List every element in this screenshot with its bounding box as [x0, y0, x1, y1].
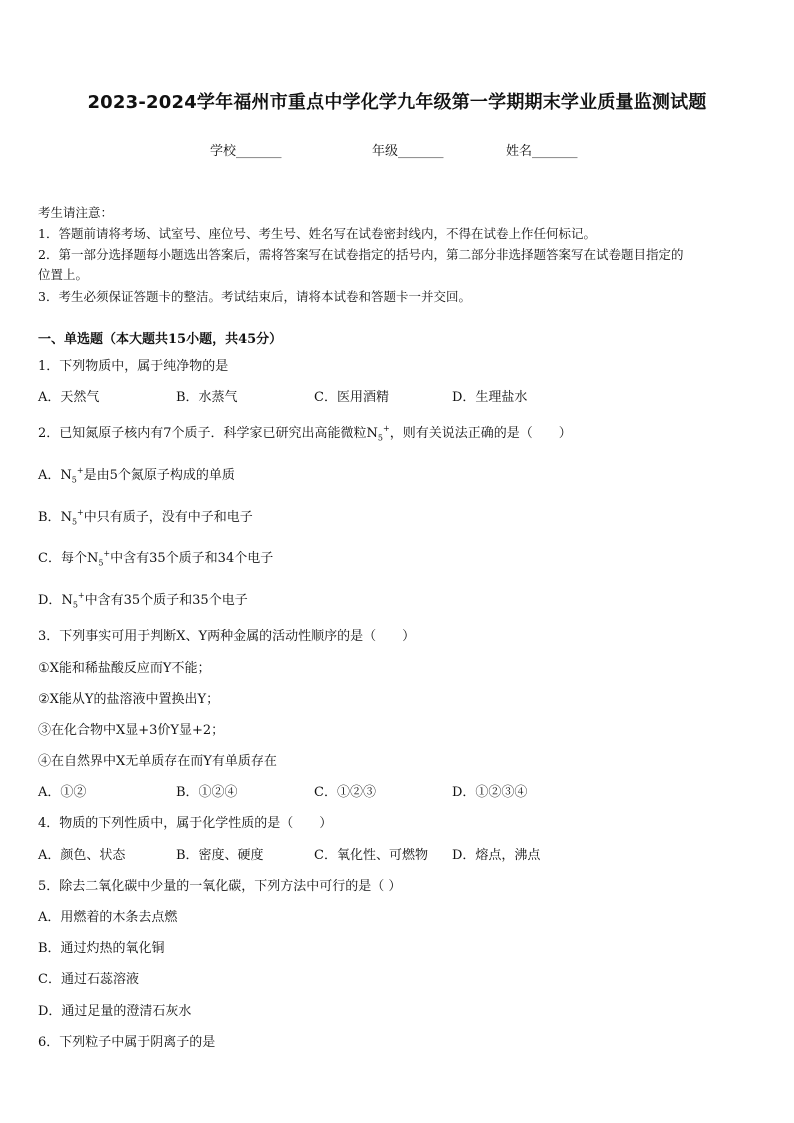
q5-option-b: B．通过灼热的氧化铜 [38, 941, 165, 956]
q4-option-d: D．熔点，沸点 [452, 848, 541, 863]
q3-fact: ④在自然界中X无单质存在而Y有单质存在 [38, 754, 277, 769]
q2-option-d [38, 589, 248, 610]
question-5-stem: 5．除去二氧化碳中少量的一氧化碳，下列方法中可行的是（ ） [38, 879, 402, 894]
formula-superscript: + [76, 465, 84, 475]
option-prefix: D． [38, 593, 62, 608]
n5-formula [60, 507, 84, 527]
school-field: 学校_______ [210, 144, 282, 159]
formula-symbol: N [60, 510, 72, 525]
formula-subscript: 5 [71, 475, 77, 485]
n5-formula [60, 465, 84, 485]
option-text: 中含有35个质子和34个电子 [110, 551, 274, 566]
q5-option-a: A．用燃着的木条去点燃 [38, 910, 178, 925]
option-prefix: A． [38, 468, 61, 483]
notice-item: 1．答题前请将考场、试室号、座位号、考生号、姓名写在试卷密封线内，不得在试卷上作任何标记。 [38, 226, 596, 241]
q3-fact: ①X能和稀盐酸反应而Y不能； [38, 661, 211, 676]
formula-superscript: + [103, 548, 111, 558]
q1-option-b: B．水蒸气 [176, 390, 238, 405]
exam-title: 2023-2024学年福州市重点中学化学九年级第一学期期末学业质量监测试题 [87, 92, 707, 113]
formula-symbol: N [61, 593, 73, 608]
formula-subscript: 5 [72, 600, 78, 610]
q3-option-c: C．①②③ [314, 785, 376, 800]
formula-symbol: N [60, 468, 72, 483]
formula-subscript: 5 [71, 517, 78, 527]
notice-item: 3．考生必须保证答题卡的整洁。考试结束后，请将本试卷和答题卡一并交回。 [38, 289, 471, 304]
option-prefix: B． [38, 510, 61, 525]
q4-option-b: B．密度、硬度 [176, 848, 264, 863]
q3-option-d: D．①②③④ [452, 785, 528, 800]
option-text: 中含有35个质子和35个电子 [84, 593, 248, 608]
n5-formula [86, 548, 111, 568]
question-2-stem [38, 422, 572, 443]
formula-subscript: 5 [98, 558, 104, 568]
q3-option-a: A．①② [38, 785, 87, 800]
q5-option-c: C．通过石蕊溶液 [38, 972, 139, 987]
formula-subscript: 5 [377, 433, 384, 443]
grade-field: 年级_______ [372, 144, 444, 159]
q3-option-b: B．①②④ [176, 785, 238, 800]
formula-superscript: + [77, 590, 85, 600]
n5-formula [366, 423, 390, 443]
question-4-stem: 4．物质的下列性质中，属于化学性质的是（ ） [38, 816, 333, 831]
notice-item: 位置上。 [38, 267, 89, 282]
q3-fact: ②X能从Y的盐溶液中置换出Y； [38, 692, 220, 707]
q3-fact: ③在化合物中X显+3价Y显+2； [38, 723, 225, 738]
option-prefix: C．每个 [38, 551, 87, 566]
notice-item: 2．第一部分选择题每小题选出答案后，需将答案写在试卷指定的括号内，第二部分非选择题答案写在试卷题目指定的 [38, 247, 684, 262]
notice-heading: 考生请注意： [38, 205, 114, 220]
section-heading: 一、单选题（本大题共15小题，共45分） [38, 332, 283, 347]
option-text: 是由5个氮原子构成的单质 [83, 468, 235, 483]
q1-option-c: C．医用酒精 [314, 390, 389, 405]
q1-option-d: D．生理盐水 [452, 390, 528, 405]
q5-option-d: D．通过足量的澄清石灰水 [38, 1004, 192, 1019]
question-1-stem: 1．下列物质中，属于纯净物的是 [38, 359, 229, 374]
q2-option-b [38, 506, 253, 527]
q2-option-c [38, 547, 273, 568]
q1-option-a: A．天然气 [38, 390, 100, 405]
formula-superscript: + [383, 423, 390, 433]
q2-stem-before: 2．已知氮原子核内有7个质子．科学家已研究出高能微粒 [38, 426, 367, 441]
q2-option-a [38, 464, 235, 485]
q2-stem-after: ，则有关说法正确的是（ ） [389, 426, 572, 441]
question-6-stem: 6．下列粒子中属于阴离子的是 [38, 1035, 216, 1050]
formula-symbol: N [366, 426, 378, 441]
option-text: 中只有质子，没有中子和电子 [83, 510, 253, 525]
n5-formula [61, 590, 85, 610]
q4-option-a: A．颜色、状态 [38, 848, 126, 863]
formula-symbol: N [86, 551, 99, 566]
formula-superscript: + [77, 507, 84, 517]
question-3-stem: 3．下列事实可用于判断X、Y两种金属的活动性顺序的是（ ） [38, 629, 416, 644]
q4-option-c: C．氧化性、可燃物 [314, 848, 428, 863]
name-field: 姓名_______ [506, 144, 578, 159]
